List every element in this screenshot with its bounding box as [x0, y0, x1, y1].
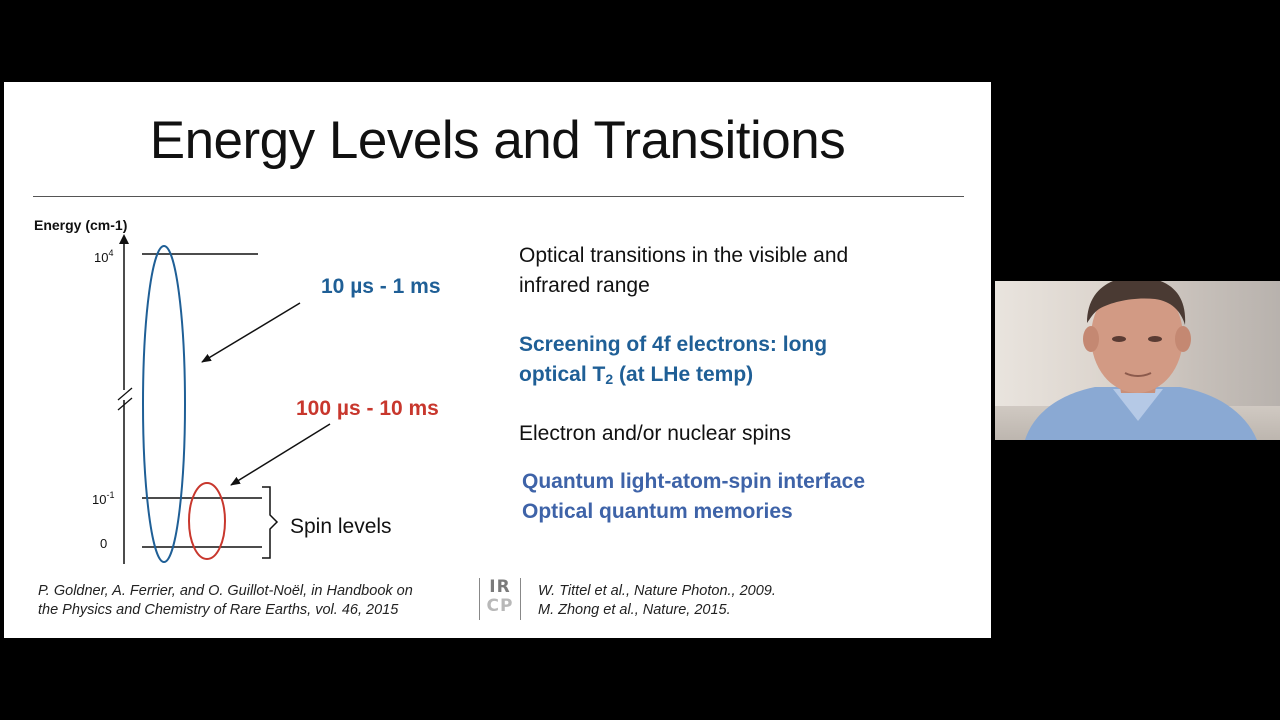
- reference-goldner: [38, 582, 413, 620]
- ircp-logo: [479, 578, 521, 620]
- optical-transition-ellipse: [143, 246, 185, 562]
- optical-line-2: infrared range: [519, 274, 650, 297]
- logo-row-2: CP: [486, 596, 514, 616]
- tick-label-10-4: $10^4$: [94, 248, 114, 265]
- spin-levels-label: Spin levels: [290, 515, 392, 538]
- presentation-slide: [4, 82, 991, 638]
- presenter-video-icon: [995, 281, 1280, 440]
- spin-levels-brace: [262, 487, 277, 558]
- optical-transitions-text: [519, 241, 848, 301]
- interface-line: Quantum light-atom-spin interface: [522, 470, 866, 493]
- screening-line-2: optical $T_2$ (at LHe temp): [519, 363, 754, 387]
- reference-line: W. Tittel et al., Nature Photon., 2009.: [538, 583, 776, 599]
- energy-axis-arrow: [119, 234, 129, 244]
- spin-coherence-time: 100 µs - 10 ms: [296, 397, 439, 420]
- memories-line: Optical quantum memories: [522, 500, 793, 523]
- reference-line: P. Goldner, A. Ferrier, and O. Guillot-Noël, in Handbook on: [38, 583, 413, 599]
- axis-break-mark: [118, 398, 132, 410]
- optical-line-1: Optical transitions in the visible and: [519, 244, 849, 267]
- energy-axis-label: Energy (cm-1): [34, 217, 128, 233]
- energy-level-diagram: [4, 82, 991, 638]
- tick-label-0: 0: [100, 536, 108, 551]
- optical-coherence-time: 10 µs - 1 ms: [321, 275, 441, 298]
- presenter-webcam-tile: [995, 281, 1280, 440]
- reference-tittel-zhong: [538, 582, 776, 620]
- tick-label-10-minus1: $10^{-1}$: [92, 490, 115, 507]
- reference-line: M. Zhong et al., Nature, 2015.: [538, 602, 731, 618]
- reference-line: the Physics and Chemistry of Rare Earths, vol. 46, 2015: [38, 602, 399, 618]
- spin-arrow: [231, 424, 330, 485]
- slide-title: Energy Levels and Transitions: [149, 111, 846, 170]
- quantum-interface-text: [522, 467, 865, 527]
- axis-break-mark: [118, 388, 132, 400]
- screening-text: [519, 330, 827, 394]
- spins-text: Electron and/or nuclear spins: [519, 422, 791, 445]
- screening-line-1: Screening of 4f electrons: long: [519, 333, 828, 356]
- logo-row-1: IR: [489, 577, 511, 597]
- optical-arrow: [202, 303, 300, 362]
